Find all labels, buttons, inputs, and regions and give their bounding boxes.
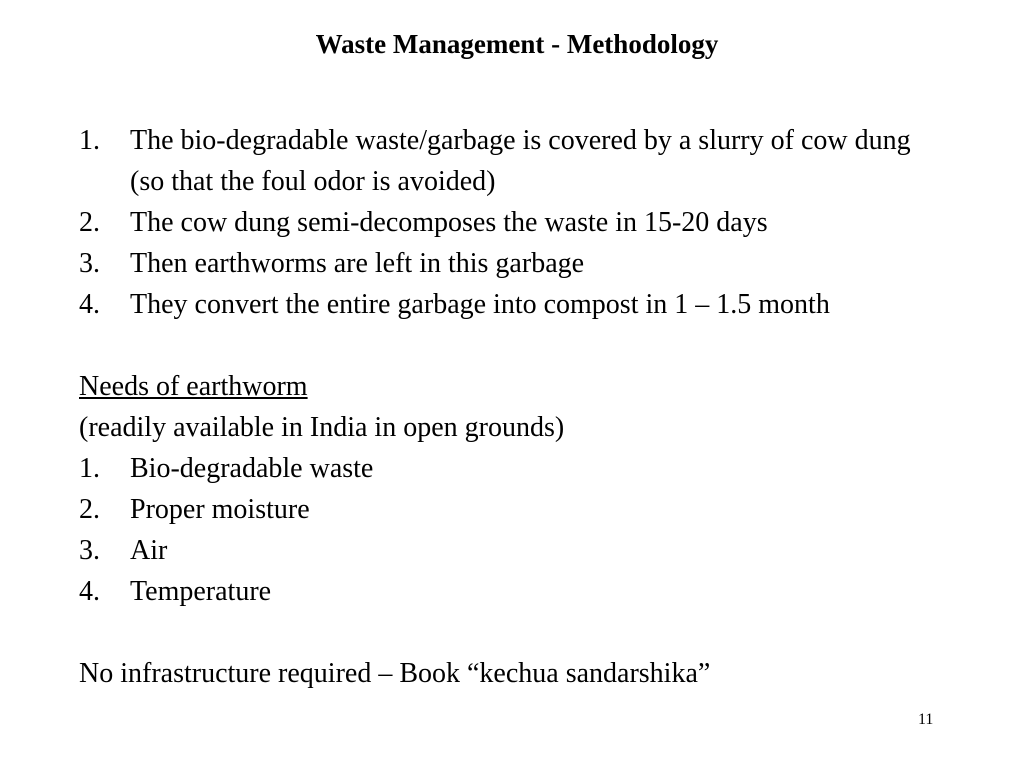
list-item-text: They convert the entire garbage into compost in 1 – 1.5 month bbox=[130, 289, 830, 320]
needs-note: (readily available in India in open grounds) bbox=[79, 412, 565, 443]
slide-body bbox=[79, 120, 939, 694]
list-item-number: 2. bbox=[79, 207, 100, 238]
spacer bbox=[79, 612, 939, 653]
list-item bbox=[79, 489, 939, 530]
list-item-number: 3. bbox=[79, 535, 100, 566]
list-item-text: Bio-degradable waste bbox=[130, 453, 374, 484]
list-item bbox=[79, 120, 939, 202]
needs-list bbox=[79, 448, 939, 612]
list-item-number: 4. bbox=[79, 576, 100, 607]
list-item bbox=[79, 530, 939, 571]
footer-note: No infrastructure required – Book “kechua sandarshika” bbox=[79, 658, 711, 689]
list-item-number: 4. bbox=[79, 289, 100, 320]
list-item bbox=[79, 243, 939, 284]
list-item-number: 3. bbox=[79, 248, 100, 279]
list-item-number: 1. bbox=[79, 125, 100, 156]
methodology-steps-list bbox=[79, 120, 939, 325]
list-item-text: Proper moisture bbox=[130, 494, 310, 525]
slide-title: Waste Management - Methodology bbox=[315, 29, 719, 59]
needs-heading: Needs of earthworm bbox=[79, 371, 308, 402]
list-item-number: 1. bbox=[79, 453, 100, 484]
spacer bbox=[79, 325, 939, 366]
list-item bbox=[79, 448, 939, 489]
page-number: 11 bbox=[918, 711, 934, 728]
list-item bbox=[79, 202, 939, 243]
list-item-number: 2. bbox=[79, 494, 100, 525]
list-item-text: Temperature bbox=[130, 576, 272, 607]
list-item-text: The cow dung semi-decomposes the waste in 15-20 days bbox=[130, 207, 768, 238]
list-item bbox=[79, 571, 939, 612]
list-item-text: The bio-degradable waste/garbage is covered by a slurry of cow dung (so that the foul odor is avoided) bbox=[130, 125, 911, 197]
list-item-text: Air bbox=[130, 535, 168, 566]
list-item bbox=[79, 284, 939, 325]
list-item-text: Then earthworms are left in this garbage bbox=[130, 248, 585, 279]
